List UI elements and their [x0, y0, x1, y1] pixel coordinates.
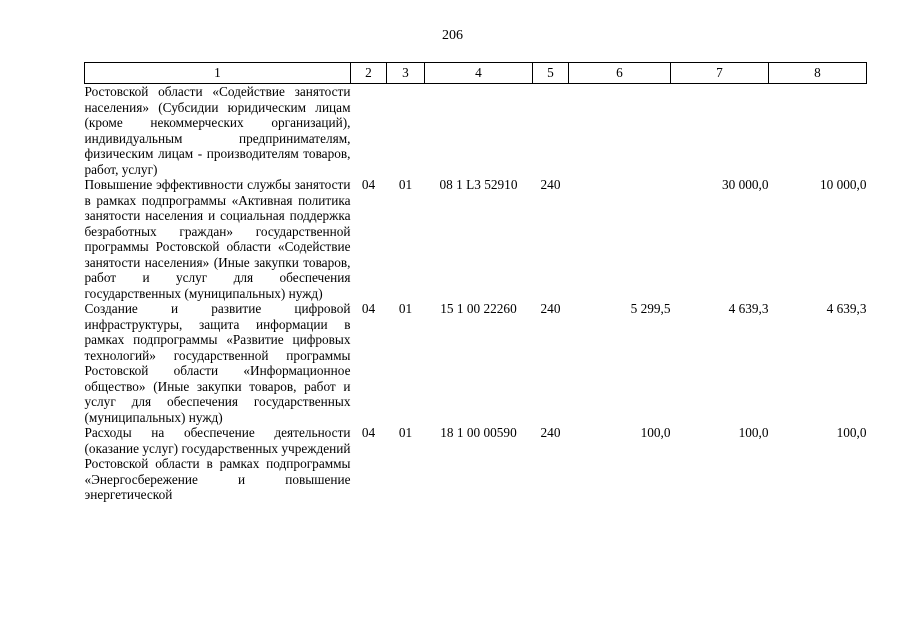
row-subsection: [387, 84, 425, 178]
header-row: [85, 63, 867, 84]
row-amount-col6: 5 299,5: [630, 301, 671, 316]
row-amount-col8: 10 000,0: [819, 177, 867, 192]
row-description: Расходы на обеспечение деятельности (оказание услуг) государственных учреждений Ростовской области в рамках подпрограммы «Энергосбережение и повышение энергетической: [84, 425, 351, 502]
header-col-5: 5: [533, 63, 569, 84]
row-target-code: [425, 84, 533, 178]
header-col-8: 8: [769, 63, 867, 84]
table-row: [85, 301, 867, 425]
header-col-6: 6: [569, 63, 671, 84]
row-amount-col7: [671, 84, 769, 178]
header-col-4: 4: [425, 63, 533, 84]
row-amount-col7: 30 000,0: [721, 177, 769, 192]
header-col-2: 2: [351, 63, 387, 84]
table-row: [85, 177, 867, 301]
row-target-code: 08 1 L3 52910: [439, 177, 518, 192]
row-subsection: 01: [398, 177, 413, 192]
header-col-1: 1: [85, 63, 351, 84]
row-section: 04: [361, 425, 376, 440]
row-description: Создание и развитие цифровой инфраструктуры, защита информации в рамках подпрограммы «Развитие цифровых технологий» государственной программы Ростовской области «Информационное общество» (Иные закупки товаров, работ и услуг для обеспечения государственных (муниципальных) нужд): [84, 301, 351, 425]
row-amount-col6: [569, 177, 671, 301]
row-amount-col8: [769, 84, 867, 178]
row-target-code: 18 1 00 00590: [440, 425, 517, 440]
row-amount-col6: 100,0: [640, 425, 671, 440]
row-amount-col8: 4 639,3: [826, 301, 867, 316]
table-row: [85, 84, 867, 178]
row-section: 04: [361, 301, 376, 316]
row-subsection: 01: [398, 425, 413, 440]
budget-table: [84, 62, 867, 503]
row-expense-type: 240: [540, 425, 561, 440]
row-section: [351, 84, 387, 178]
row-expense-type: [533, 84, 569, 178]
row-amount-col7: 100,0: [738, 425, 769, 440]
header-col-7: 7: [671, 63, 769, 84]
page-number: 206: [442, 28, 463, 43]
table-row: [85, 425, 867, 503]
row-description: Ростовской области «Содействие занятости населения» (Субсидии юридическим лицам (кроме некоммерческих организаций), индивидуальным предпринимателям, физическим лицам - производителям товаров, работ, услуг): [84, 84, 351, 177]
row-amount-col6: [569, 84, 671, 178]
row-expense-type: 240: [540, 177, 561, 192]
row-target-code: 15 1 00 22260: [440, 301, 517, 316]
row-section: 04: [361, 177, 376, 192]
row-amount-col8: 100,0: [836, 425, 867, 440]
row-amount-col7: 4 639,3: [728, 301, 769, 316]
row-subsection: 01: [398, 301, 413, 316]
row-description: Повышение эффективности службы занятости в рамках подпрограммы «Активная политика занятости населения и социальная поддержка безработных граждан» государственной программы Ростовской области «Содействие занятости населения» (Иные закупки товаров, работ и услуг для обеспечения государственных (муниципальных) нужд): [84, 177, 351, 301]
row-expense-type: 240: [540, 301, 561, 316]
header-col-3: 3: [387, 63, 425, 84]
